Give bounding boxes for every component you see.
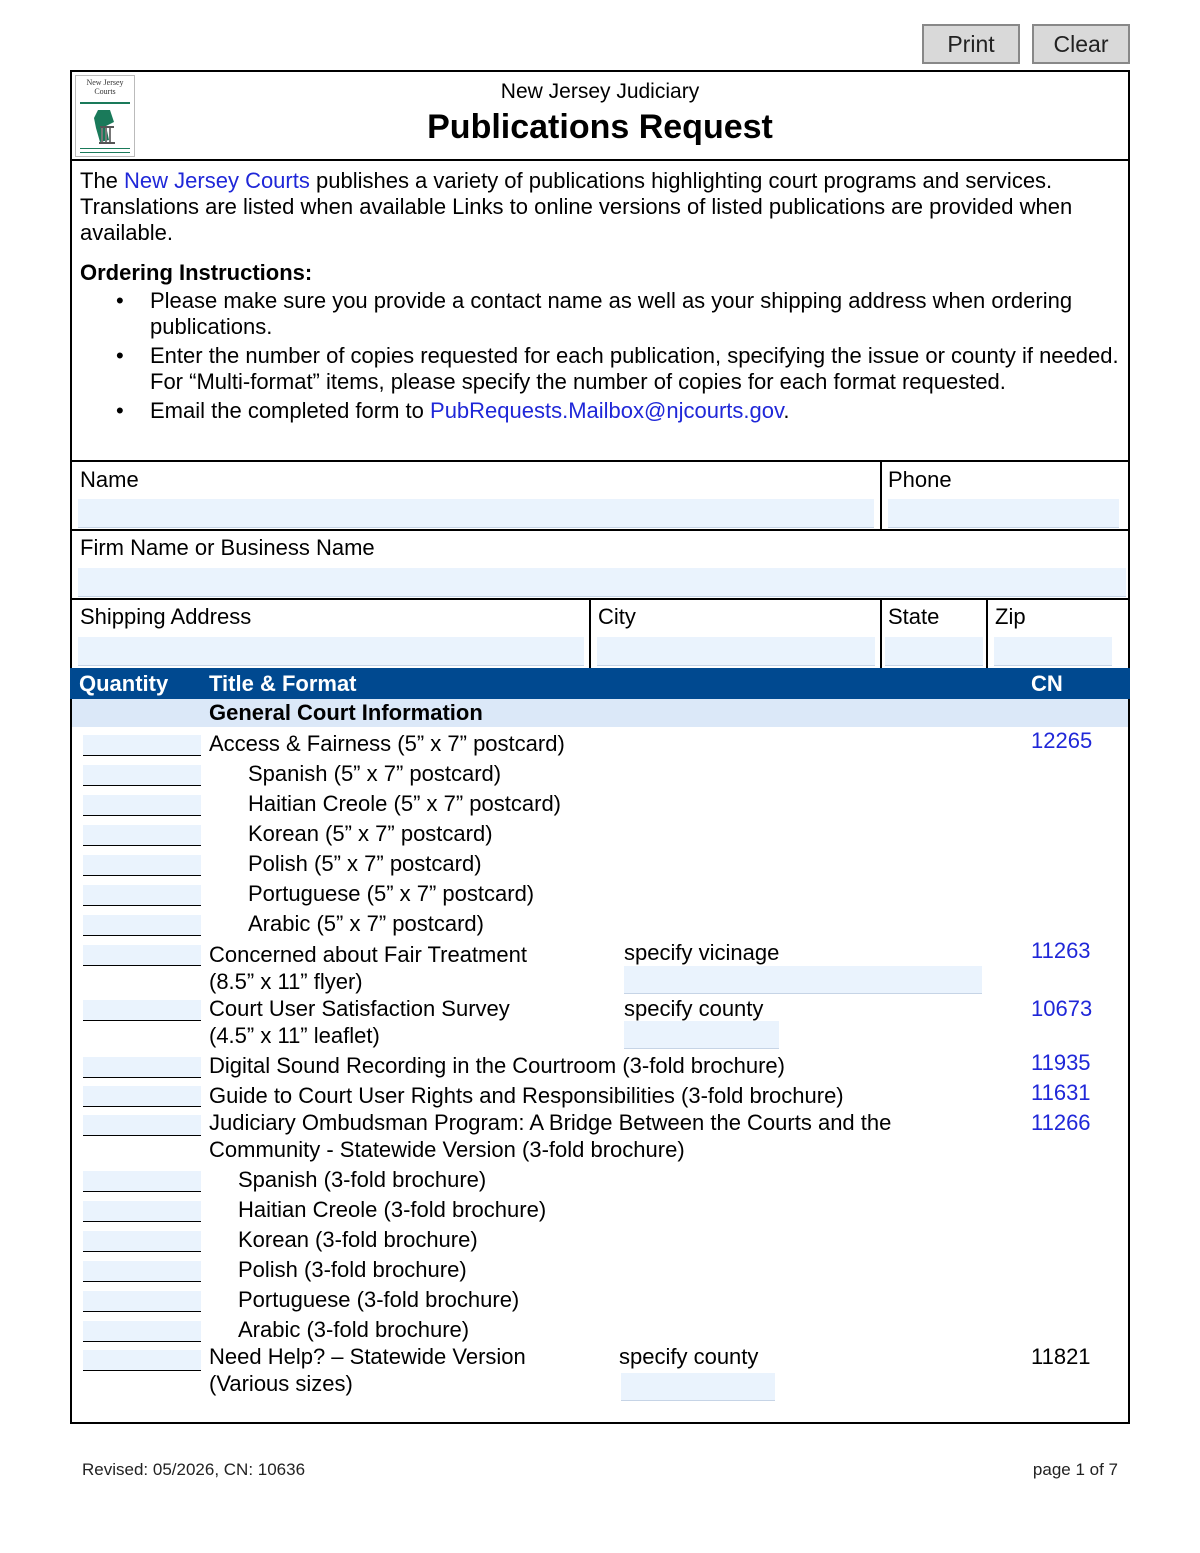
page-number: page 1 of 7 bbox=[1032, 1460, 1118, 1479]
cn-link[interactable]: 11266 bbox=[1031, 1110, 1091, 1135]
quantity-input[interactable] bbox=[83, 765, 201, 786]
publication-title: Court User Satisfaction Survey bbox=[209, 996, 510, 1021]
publication-title: Polish (3-fold brochure) bbox=[238, 1257, 467, 1282]
county-field[interactable] bbox=[624, 1021, 779, 1049]
quantity-input[interactable] bbox=[83, 885, 201, 906]
publication-title: Need Help? – Statewide Version bbox=[209, 1344, 526, 1369]
specify-label: specify county bbox=[624, 996, 764, 1021]
publication-title: Polish (5” x 7” postcard) bbox=[248, 851, 482, 876]
section-title: General Court Information bbox=[209, 700, 483, 725]
quantity-input[interactable] bbox=[83, 1171, 201, 1192]
quantity-input[interactable] bbox=[83, 1261, 201, 1282]
city-label: City bbox=[598, 604, 636, 629]
instructions-heading: Ordering Instructions: bbox=[80, 260, 313, 285]
address-field[interactable] bbox=[78, 637, 584, 666]
cn-link[interactable]: 10673 bbox=[1031, 996, 1093, 1021]
city-field[interactable] bbox=[597, 637, 875, 666]
print-button[interactable]: Print bbox=[922, 24, 1020, 64]
zip-field[interactable] bbox=[994, 637, 1112, 666]
quantity-input[interactable] bbox=[83, 1321, 201, 1342]
name-label: Name bbox=[80, 467, 139, 492]
cn-link[interactable]: 11631 bbox=[1031, 1080, 1091, 1105]
quantity-input[interactable] bbox=[83, 915, 201, 936]
address-label: Shipping Address bbox=[80, 604, 252, 629]
quantity-input[interactable] bbox=[83, 1350, 201, 1371]
publication-title: Spanish (5” x 7” postcard) bbox=[248, 761, 502, 786]
publication-title: Haitian Creole (5” x 7” postcard) bbox=[248, 791, 562, 816]
quantity-input[interactable] bbox=[83, 1086, 201, 1107]
publication-format: (Various sizes) bbox=[209, 1371, 353, 1396]
cn-link[interactable]: 11935 bbox=[1031, 1050, 1091, 1075]
quantity-input[interactable] bbox=[83, 735, 201, 756]
section-header bbox=[72, 699, 1128, 727]
cn-link[interactable]: 12265 bbox=[1031, 728, 1093, 753]
publication-title: Portuguese (5” x 7” postcard) bbox=[248, 881, 535, 906]
logo-text: New Jersey Courts bbox=[86, 78, 124, 96]
firm-field[interactable] bbox=[78, 568, 1126, 597]
quantity-input[interactable] bbox=[83, 1057, 201, 1078]
quantity-input[interactable] bbox=[83, 1000, 201, 1021]
quantity-input[interactable] bbox=[83, 1201, 201, 1222]
specify-label: specify county bbox=[619, 1344, 759, 1369]
nj-courts-link[interactable]: New Jersey Courts bbox=[124, 168, 310, 193]
page-title: Publications Request bbox=[427, 108, 773, 146]
cn-link[interactable]: 11263 bbox=[1031, 938, 1091, 963]
quantity-input[interactable] bbox=[83, 1291, 201, 1312]
publication-title: Arabic (3-fold brochure) bbox=[238, 1317, 470, 1342]
publication-title: Korean (3-fold brochure) bbox=[238, 1227, 478, 1252]
publication-format: (4.5” x 11” leaflet) bbox=[209, 1023, 380, 1048]
state-field[interactable] bbox=[885, 637, 983, 666]
intro-text: The New Jersey Courts publishes a variety of publications highlighting court programs and services. Translations are listed when available Links to online versions of listed publications are provided when available. bbox=[80, 168, 1073, 245]
quantity-input[interactable] bbox=[83, 795, 201, 816]
instructions-list bbox=[80, 288, 1120, 427]
quantity-input[interactable] bbox=[83, 1115, 201, 1136]
publication-title: Guide to Court User Rights and Responsibilities (3-fold brochure) bbox=[209, 1083, 844, 1108]
phone-field[interactable] bbox=[888, 499, 1119, 528]
specify-label: specify vicinage bbox=[624, 940, 780, 965]
county-field[interactable] bbox=[621, 1373, 775, 1401]
instruction-item: • Email the completed form to PubRequests.Mailbox@njcourts.gov. bbox=[116, 398, 790, 423]
publication-title: Spanish (3-fold brochure) bbox=[238, 1167, 487, 1192]
vicinage-field[interactable] bbox=[624, 966, 982, 994]
firm-label: Firm Name or Business Name bbox=[80, 535, 375, 560]
publication-title: Concerned about Fair Treatment bbox=[209, 942, 527, 967]
quantity-input[interactable] bbox=[83, 1231, 201, 1252]
cn-header: CN bbox=[1031, 671, 1063, 696]
publication-title: Digital Sound Recording in the Courtroom (3-fold brochure) bbox=[209, 1053, 785, 1078]
clear-button[interactable]: Clear bbox=[1032, 24, 1130, 64]
state-label: State bbox=[888, 604, 940, 629]
publication-format: (8.5” x 11” flyer) bbox=[209, 969, 363, 994]
quantity-header: Quantity bbox=[79, 671, 169, 696]
cn-number: 11821 bbox=[1031, 1344, 1091, 1369]
quantity-input[interactable] bbox=[83, 945, 201, 966]
revision-info: Revised: 05/2026, CN: 10636 bbox=[82, 1460, 306, 1479]
instruction-item: • Enter the number of copies requested for each publication, specifying the issue or county if needed. For “Multi-format” items, please specify the number of copies for each format requested. bbox=[116, 343, 1119, 394]
publication-format: Community - Statewide Version (3-fold brochure) bbox=[209, 1137, 685, 1162]
phone-label: Phone bbox=[888, 467, 952, 492]
email-link[interactable]: PubRequests.Mailbox@njcourts.gov bbox=[430, 398, 784, 423]
org-name: New Jersey Judiciary bbox=[500, 80, 700, 103]
publication-title: Korean (5” x 7” postcard) bbox=[248, 821, 493, 846]
quantity-input[interactable] bbox=[83, 855, 201, 876]
publication-title: Arabic (5” x 7” postcard) bbox=[248, 911, 484, 936]
zip-label: Zip bbox=[995, 604, 1026, 629]
publication-title: Judiciary Ombudsman Program: A Bridge Between the Courts and the bbox=[209, 1110, 892, 1135]
title-header: Title & Format bbox=[209, 671, 357, 696]
publication-title: Portuguese (3-fold brochure) bbox=[238, 1287, 520, 1312]
instruction-item: • Please make sure you provide a contact name as well as your shipping address when ordering publications. bbox=[116, 288, 1073, 339]
name-field[interactable] bbox=[78, 499, 874, 528]
table-header bbox=[70, 668, 1130, 699]
publication-title: Access & Fairness (5” x 7” postcard) bbox=[209, 731, 565, 756]
publication-title: Haitian Creole (3-fold brochure) bbox=[238, 1197, 547, 1222]
quantity-input[interactable] bbox=[83, 825, 201, 846]
